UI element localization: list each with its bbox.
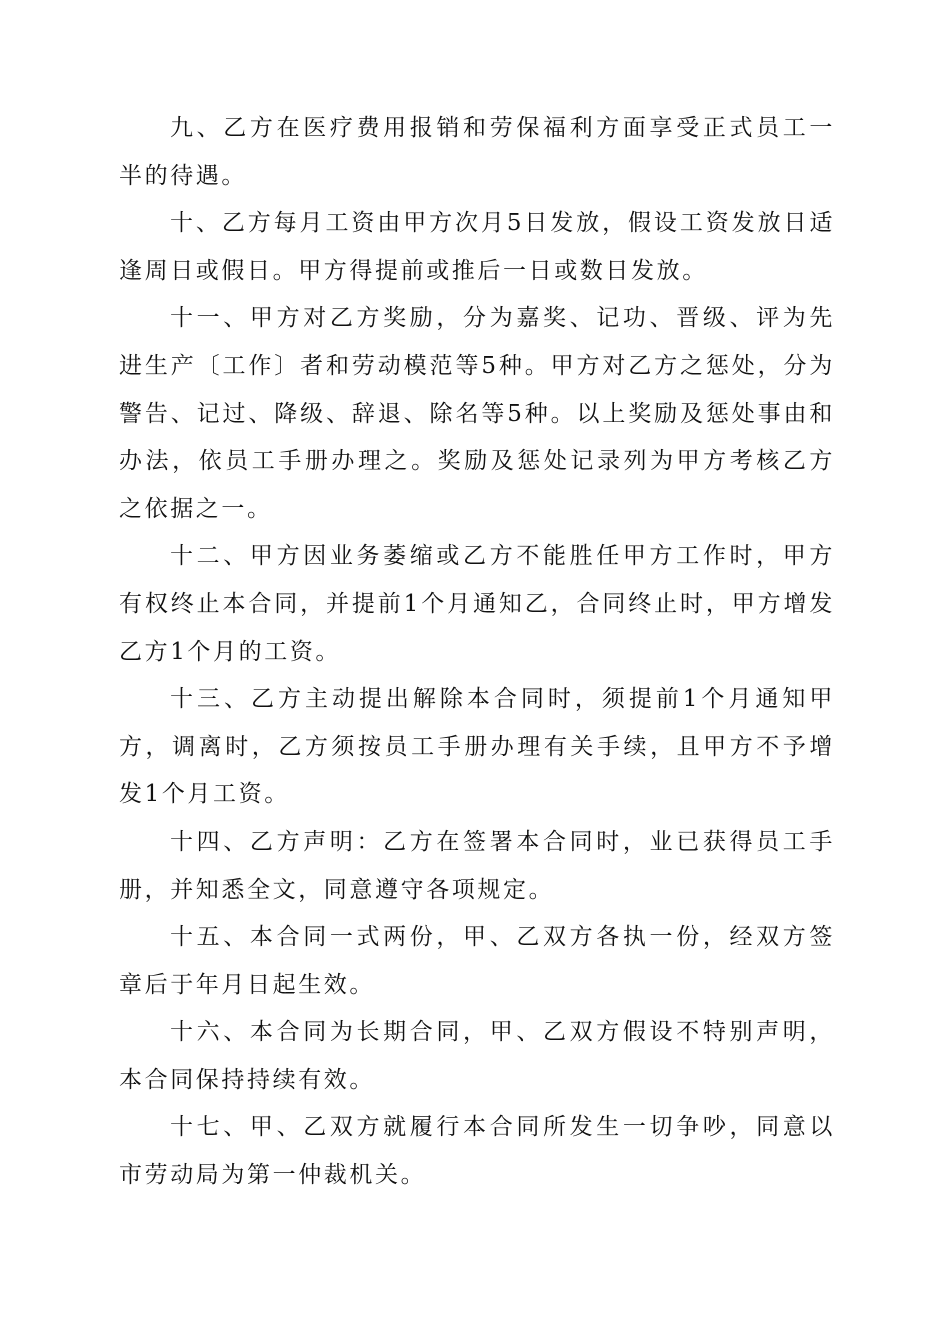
clause-11: 十一、甲方对乙方奖励，分为嘉奖、记功、晋级、评为先进生产〔工作〕者和劳动模范等5种。甲方对乙方之惩处，分为警告、记过、降级、辞退、除名等5种。以上奖励及惩处事由和办法，依员工手册办理之。奖励及惩处记录列为甲方考核乙方之依据之一。 (119, 305, 835, 522)
clause-14: 十四、乙方声明：乙方在签署本合同时，业已获得员工手册，并知悉全文，同意遵守各项规定。 (119, 828, 835, 903)
clause-13: 十三、乙方主动提出解除本合同时，须提前1个月通知甲方，调离时，乙方须按员工手册办理有关手续，且甲方不予增发1个月工资。 (119, 686, 835, 808)
clause-15: 十五、本合同一式两份，甲、乙双方各执一份，经双方签章后于年月日起生效。 (119, 924, 835, 998)
clause-10: 十、乙方每月工资由甲方次月5日发放，假设工资发放日适逢周日或假日。甲方得提前或推后一日或数日发放。 (119, 210, 835, 284)
clause-17: 十七、甲、乙双方就履行本合同所发生一切争吵，同意以市劳动局为第一仲裁机关。 (119, 1114, 835, 1189)
document-body (119, 105, 835, 1200)
clause-9: 九、乙方在医疗费用报销和劳保福利方面享受正式员工一半的待遇。 (119, 115, 835, 189)
clause-12: 十二、甲方因业务萎缩或乙方不能胜任甲方工作时，甲方有权终止本合同，并提前1个月通知乙，合同终止时，甲方增发乙方1个月的工资。 (119, 543, 835, 665)
clause-16: 十六、本合同为长期合同，甲、乙双方假设不特别声明，本合同保持持续有效。 (119, 1019, 835, 1093)
